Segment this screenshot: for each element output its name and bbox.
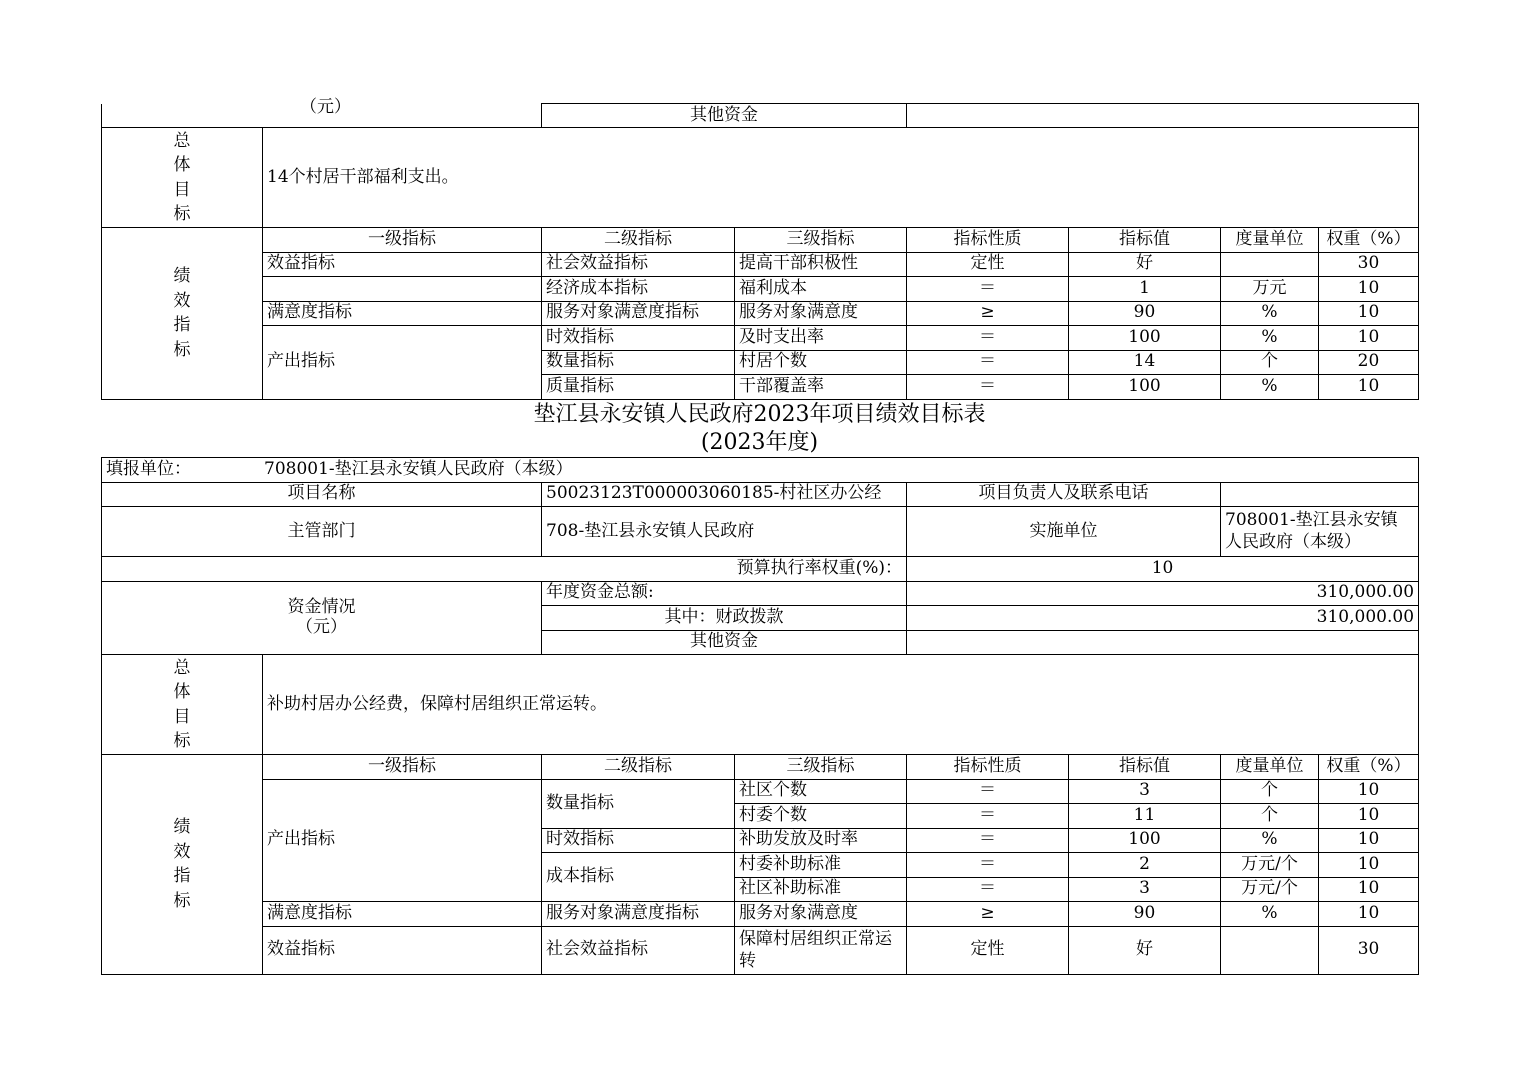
table-cell: 定性 [907,926,1069,974]
table-cell [1221,252,1319,277]
table-cell: 万元/个 [1221,877,1319,902]
table-cell: 服务对象满意度 [735,902,907,927]
table-cell: % [1221,301,1319,326]
other-funds-label: 其他资金 [542,104,907,128]
impl-label: 实施单位 [907,507,1221,557]
header-l2: 二级指标 [542,755,735,780]
header-unit: 度量单位 [1221,228,1319,253]
partial-left-cell [102,104,542,128]
funds-label [102,581,542,655]
table-cell: 万元/个 [1221,853,1319,878]
impl-value: 708001-垫江县永安镇人民政府（本级） [1221,507,1419,557]
table-cell: 10 [1319,828,1419,853]
table-cell: % [1221,828,1319,853]
budget-weight-label: 预算执行率权重(%)： [102,557,907,582]
table-cell: 村委补助标准 [735,853,907,878]
table-cell: 30 [1319,252,1419,277]
table-cell: 30 [1319,926,1419,974]
table-cell: ＝ [907,828,1069,853]
table-cell: ＝ [907,877,1069,902]
table-cell: 及时支出率 [735,326,907,351]
fill-unit-label: 填报单位： [106,458,191,479]
table-cell: 社会效益指标 [542,252,735,277]
table-cell: 20 [1319,350,1419,375]
table-cell: ＝ [907,277,1069,302]
header-l1: 一级指标 [263,755,542,780]
overall-goal-label: 总 体 目 标 [102,655,263,755]
table-cell [1221,926,1319,974]
table-cell: ≥ [907,301,1069,326]
table-cell: 100 [1069,375,1221,400]
table-cell: 满意度指标 [263,902,542,927]
header-value: 指标值 [1069,228,1221,253]
table-cell: 10 [1319,804,1419,829]
section1-table [101,103,1419,400]
table-cell: ≥ [907,902,1069,927]
table-cell: 万元 [1221,277,1319,302]
table-cell: 数量指标 [542,779,735,828]
table-cell: 3 [1069,877,1221,902]
table-cell: 干部覆盖率 [735,375,907,400]
header-nature: 指标性质 [907,755,1069,780]
page-subtitle: (2023年度) [700,430,819,455]
header-unit: 度量单位 [1221,755,1319,780]
table-cell: 2 [1069,853,1221,878]
overall-goal-text: 14个村居干部福利支出。 [263,128,1419,228]
header-weight: 权重（%） [1319,228,1419,253]
table-cell: 11 [1069,804,1221,829]
contact-label: 项目负责人及联系电话 [907,482,1221,507]
dept-value: 708-垫江县永安镇人民政府 [542,507,907,557]
table-cell: 10 [1319,277,1419,302]
other-funds-value [907,104,1419,128]
table-cell: ＝ [907,326,1069,351]
table-cell: 100 [1069,326,1221,351]
table-cell: ＝ [907,375,1069,400]
header-nature: 指标性质 [907,228,1069,253]
table-cell: 服务对象满意度指标 [542,902,735,927]
contact-value [1221,482,1419,507]
table-cell: 社区个数 [735,779,907,804]
table-cell: 好 [1069,926,1221,974]
table-cell: 10 [1319,877,1419,902]
table-cell: 满意度指标 [263,301,542,326]
table-cell: 产出指标 [263,326,542,400]
table-cell: 补助发放及时率 [735,828,907,853]
performance-label: 绩 效 指 标 [102,755,263,975]
table-cell: 保障村居组织正常运转 [735,926,907,974]
table-cell: 3 [1069,779,1221,804]
annual-total-value: 310,000.00 [907,581,1419,606]
table-cell: 社区补助标准 [735,877,907,902]
table-cell: 福利成本 [735,277,907,302]
table-cell: 服务对象满意度指标 [542,301,735,326]
header-l2: 二级指标 [542,228,735,253]
table-cell: % [1221,902,1319,927]
table-cell: 村委个数 [735,804,907,829]
table-cell: 社会效益指标 [542,926,735,974]
fiscal-value: 310,000.00 [907,606,1419,631]
table-cell: 10 [1319,375,1419,400]
budget-weight-value: 10 [907,557,1419,582]
table-cell: 90 [1069,301,1221,326]
table-cell: 10 [1319,326,1419,351]
table-cell: 个 [1221,350,1319,375]
table-cell: 10 [1319,902,1419,927]
partial-unit-text: （元） [300,97,351,117]
dept-label: 主管部门 [102,507,542,557]
table-cell: 14 [1069,350,1221,375]
funds-unit-text: （元） [296,616,347,637]
table-cell: 效益指标 [263,252,542,277]
table-cell: % [1221,326,1319,351]
performance-label: 绩 效 指 标 [102,228,263,400]
table-cell: ＝ [907,853,1069,878]
fill-unit-value: 708001-垫江县永安镇人民政府（本级） [264,458,573,479]
overall-goal-label: 总 体 目 标 [102,128,263,228]
table-cell: 定性 [907,252,1069,277]
header-l3: 三级指标 [735,755,907,780]
table-cell: 1 [1069,277,1221,302]
table-cell: ＝ [907,350,1069,375]
table-cell: 村居个数 [735,350,907,375]
table-cell: % [1221,375,1319,400]
overall-goal-text: 补助村居办公经费，保障村居组织正常运转。 [263,655,1419,755]
table-cell: 时效指标 [542,828,735,853]
table-cell: 90 [1069,902,1221,927]
table-cell: 成本指标 [542,853,735,902]
table-cell: 个 [1221,779,1319,804]
page-title: 垫江县永安镇人民政府2023年项目绩效目标表 [533,402,986,427]
table-cell [263,277,542,302]
table-cell: ＝ [907,804,1069,829]
table-cell: ＝ [907,779,1069,804]
other-funds-value [907,630,1419,655]
table-cell: 10 [1319,853,1419,878]
table-cell: 质量指标 [542,375,735,400]
table-cell: 产出指标 [263,779,542,902]
header-l3: 三级指标 [735,228,907,253]
fill-unit-row [102,458,1419,483]
header-weight: 权重（%） [1319,755,1419,780]
table-cell: 效益指标 [263,926,542,974]
table-cell: 服务对象满意度 [735,301,907,326]
other-funds-label: 其他资金 [542,630,907,655]
fiscal-label: 其中：财政拨款 [542,606,907,631]
header-value: 指标值 [1069,755,1221,780]
funds-label-text: 资金情况 [287,597,356,618]
annual-total-label: 年度资金总额: [542,581,907,606]
table-cell: 数量指标 [542,350,735,375]
project-name-label: 项目名称 [102,482,542,507]
header-l1: 一级指标 [263,228,542,253]
table-cell: 提高干部积极性 [735,252,907,277]
table-cell: 100 [1069,828,1221,853]
table-cell: 经济成本指标 [542,277,735,302]
project-name-value: 50023123T000003060185-村社区办公经 [542,482,907,507]
table-cell: 10 [1319,301,1419,326]
table-cell: 时效指标 [542,326,735,351]
section2-table [101,457,1419,975]
table-cell: 10 [1319,779,1419,804]
table-cell: 好 [1069,252,1221,277]
table-cell: 个 [1221,804,1319,829]
